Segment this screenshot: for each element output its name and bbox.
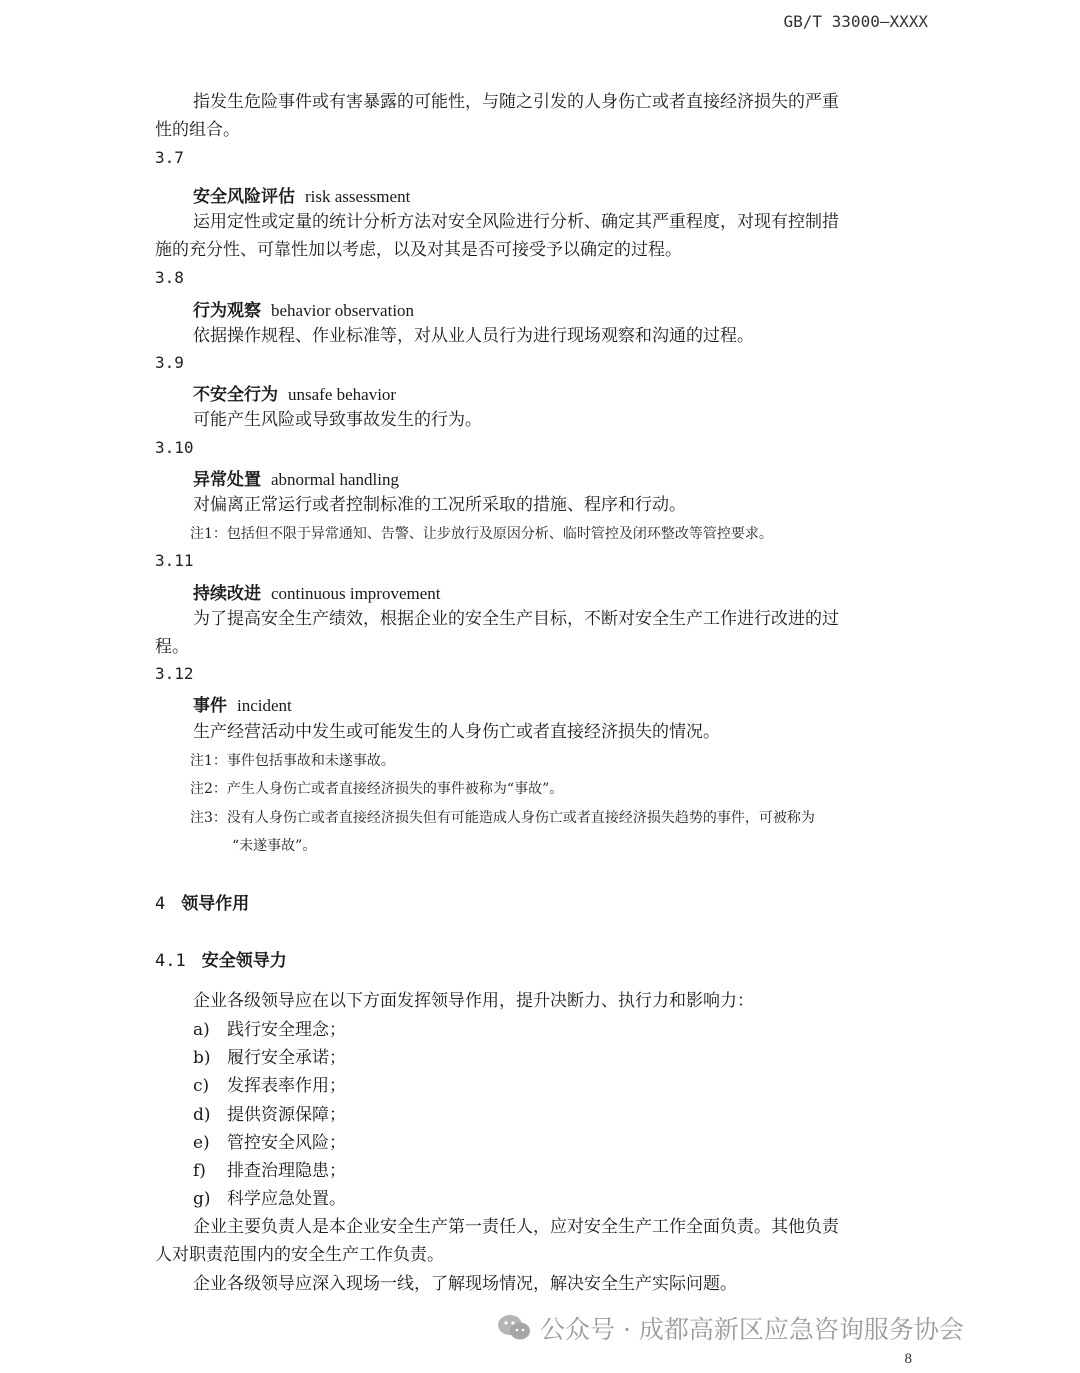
list-text: 排查治理隐患； [227,1161,346,1181]
note: “未遂事故”。 [232,838,317,854]
clause-number: 3.10 [155,438,194,457]
wechat-watermark [496,1310,964,1346]
clause-number: 3.8 [155,268,184,287]
term-english: continuous improvement [271,584,441,603]
paragraph-line: 指发生危险事件或有害暴露的可能性，与随之引发的人身伤亡或者直接经济损失的严重 [193,92,839,112]
term-title [193,691,292,716]
term-title [193,182,410,207]
term-english: incident [237,696,292,715]
list-text: 提供资源保障； [227,1105,346,1125]
section-number: 4 [155,894,166,914]
term-chinese: 安全风险评估 [193,187,295,207]
page-number: 8 [904,1351,912,1367]
list-label: b) [193,1048,211,1068]
paragraph-line: 企业各级领导应深入现场一线，了解现场情况，解决安全生产实际问题。 [193,1274,737,1294]
term-title [193,465,399,490]
paragraph-line: 生产经营活动中发生或可能发生的人身伤亡或者直接经济损失的情况。 [193,722,720,742]
list-item [193,1156,346,1181]
wechat-icon [496,1313,532,1343]
subsection-number: 4.1 [155,951,186,971]
term-title [193,296,414,321]
term-english: abnormal handling [271,470,399,489]
watermark-text: 公众号 · 成都高新区应急咨询服务协会 [540,1315,964,1344]
term-chinese: 事件 [193,696,227,716]
note: 注2：产生人身伤亡或者直接经济损失的事件被称为“事故”。 [190,781,564,797]
list-text: 发挥表率作用； [227,1076,346,1096]
list-text: 管控安全风险； [227,1133,346,1153]
list-label: f) [193,1161,206,1181]
list-label: c) [193,1076,210,1096]
term-chinese: 持续改进 [193,584,261,604]
list-text: 履行安全承诺； [227,1048,346,1068]
paragraph-line: 人对职责范围内的安全生产工作负责。 [155,1245,444,1265]
term-english: behavior observation [271,301,415,320]
term-title [193,380,396,405]
section-title: 领导作用 [181,894,250,914]
standard-code-header: GB/T 33000—XXXX [783,12,928,31]
paragraph-line: 依据操作规程、作业标准等，对从业人员行为进行现场观察和沟通的过程。 [193,326,754,346]
list-item [193,1100,346,1125]
list-item [193,1071,346,1096]
list-item [193,1128,346,1153]
clause-number: 3.7 [155,148,184,167]
note: 注1：包括但不限于异常通知、告警、让步放行及原因分析、临时管控及闭环整改等管控要求。 [190,526,773,542]
paragraph-line: 企业各级领导应在以下方面发挥领导作用，提升决断力、执行力和影响力： [193,991,754,1011]
paragraph-line: 企业主要负责人是本企业安全生产第一责任人，应对安全生产工作全面负责。其他负责 [193,1217,839,1237]
paragraph-line: 运用定性或定量的统计分析方法对安全风险进行分析、确定其严重程度，对现有控制措 [193,212,839,232]
clause-number: 3.11 [155,551,194,570]
list-label: g) [193,1189,211,1209]
paragraph-line: 对偏离正常运行或者控制标准的工况所采取的措施、程序和行动。 [193,495,686,515]
paragraph-line: 可能产生风险或导致事故发生的行为。 [193,410,482,430]
list-label: e) [193,1133,210,1153]
subsection-title: 安全领导力 [201,951,287,971]
paragraph-line: 程。 [155,637,189,657]
clause-number: 3.12 [155,664,194,683]
subsection-heading [155,946,287,971]
list-item [193,1015,346,1040]
paragraph-line: 为了提高安全生产绩效，根据企业的安全生产目标，不断对安全生产工作进行改进的过 [193,609,839,629]
clause-number: 3.9 [155,353,184,372]
section-heading [155,889,249,914]
note: 注3：没有人身伤亡或者直接经济损失但有可能造成人身伤亡或者直接经济损失趋势的事件，可被称为 [190,810,815,826]
term-title [193,579,441,604]
list-label: a) [193,1020,210,1040]
term-chinese: 不安全行为 [193,385,278,405]
paragraph-line: 施的充分性、可靠性加以考虑，以及对其是否可接受予以确定的过程。 [155,240,682,260]
list-item [193,1043,346,1068]
term-chinese: 异常处置 [193,470,261,490]
list-label: d) [193,1105,211,1125]
list-text: 科学应急处置。 [227,1189,346,1209]
note: 注1：事件包括事故和未遂事故。 [190,753,395,769]
term-english: risk assessment [305,187,411,206]
term-chinese: 行为观察 [193,301,261,321]
list-item [193,1184,346,1209]
paragraph-line: 性的组合。 [155,120,240,140]
list-text: 践行安全理念； [227,1020,346,1040]
term-english: unsafe behavior [288,385,397,404]
